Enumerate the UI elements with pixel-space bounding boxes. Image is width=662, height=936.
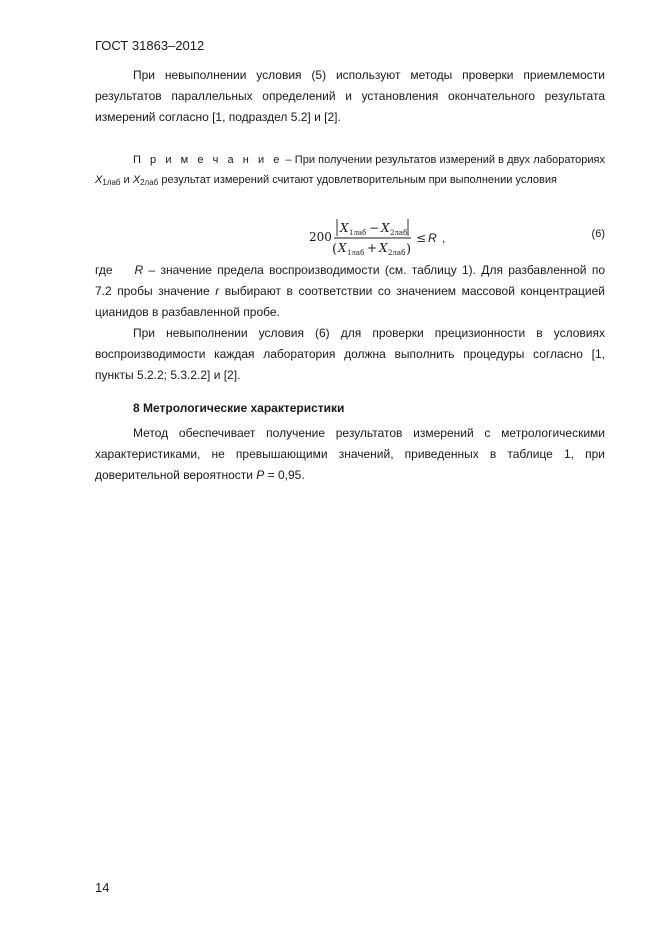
section-8-text — [95, 423, 605, 486]
paragraph-condition-5: При невыполнении условия (5) используют методы проверки приемлемости результатов параллельных определений и установления окончательного результата измерений согласно [1, подраздел 5.2] и [2]. — [95, 68, 605, 124]
section-8-text-1: Метод обеспечивает получение результатов измерений с метрологическими характеристиками, не превышающими значений, приведенных в таблице 1, при доверительной вероятности — [95, 426, 605, 482]
den-x2-sub: 2лаб — [388, 249, 406, 257]
note-x2-sub: 2лаб — [140, 178, 159, 187]
note-x2: X — [132, 174, 141, 186]
den-x2: X — [379, 241, 388, 255]
rhs-r: R — [428, 231, 437, 245]
den-paren-open: ( — [332, 242, 338, 257]
den-x1: X — [338, 241, 347, 255]
where-symbol-r-cap: R — [134, 263, 144, 277]
formula-coefficient: 200 — [309, 230, 332, 244]
where-symbol-r: r — [215, 284, 220, 298]
den-plus: + — [367, 241, 378, 255]
num-x2-sub: 2лаб — [390, 229, 408, 237]
where-text-1: – значение предела воспроизводимости (см. таблицу 1). Для разбавленной по 7.2 пробы значение — [95, 263, 605, 298]
note-text-2: результат измерений считают удовлетворительным при выполнении условия — [158, 174, 557, 186]
num-minus: − — [369, 221, 380, 235]
section-8-symbol-p: P — [256, 468, 265, 482]
section-8-text-2: = 0,95. — [264, 468, 305, 482]
relation-sign: ≤ — [416, 231, 427, 245]
num-x1-sub: 1лаб — [349, 229, 367, 237]
section-8-heading: 8 Метрологические характеристики — [133, 401, 345, 415]
where-lead: где — [95, 263, 113, 277]
note-x1: X — [95, 174, 103, 186]
den-x1-sub: 1лаб — [347, 249, 365, 257]
note-label: П р и м е ч а н и е — [133, 154, 283, 166]
note-and: и — [120, 174, 133, 186]
formula-6 — [95, 212, 605, 262]
note-x1-sub: 1лаб — [102, 178, 121, 187]
formula-expression — [307, 212, 537, 262]
page-number: 14 — [95, 880, 110, 895]
num-x1: X — [340, 221, 349, 235]
where-paragraph — [95, 260, 605, 323]
where-text-2: выбирают в соответствии со значением массовой концентрацией цианидов в разбавленной пробе. — [95, 284, 606, 319]
equation-number: (6) — [591, 228, 605, 240]
note-paragraph — [95, 150, 605, 193]
paragraph-condition-6: При невыполнении условия (6) для проверки прецизионности в условиях воспроизводимости каждая лаборатория должна выполнить процедуры согласно [1, пункты 5.2.2; 5.3.2.2] и [2]. — [95, 326, 605, 382]
rhs-comma: , — [442, 231, 446, 245]
num-x2: X — [381, 221, 390, 235]
den-paren-close: ) — [406, 242, 412, 257]
document-id-header: ГОСТ 31863–2012 — [95, 38, 205, 53]
note-text-1: – При получении результатов измерений в двух лабораториях — [282, 154, 605, 166]
